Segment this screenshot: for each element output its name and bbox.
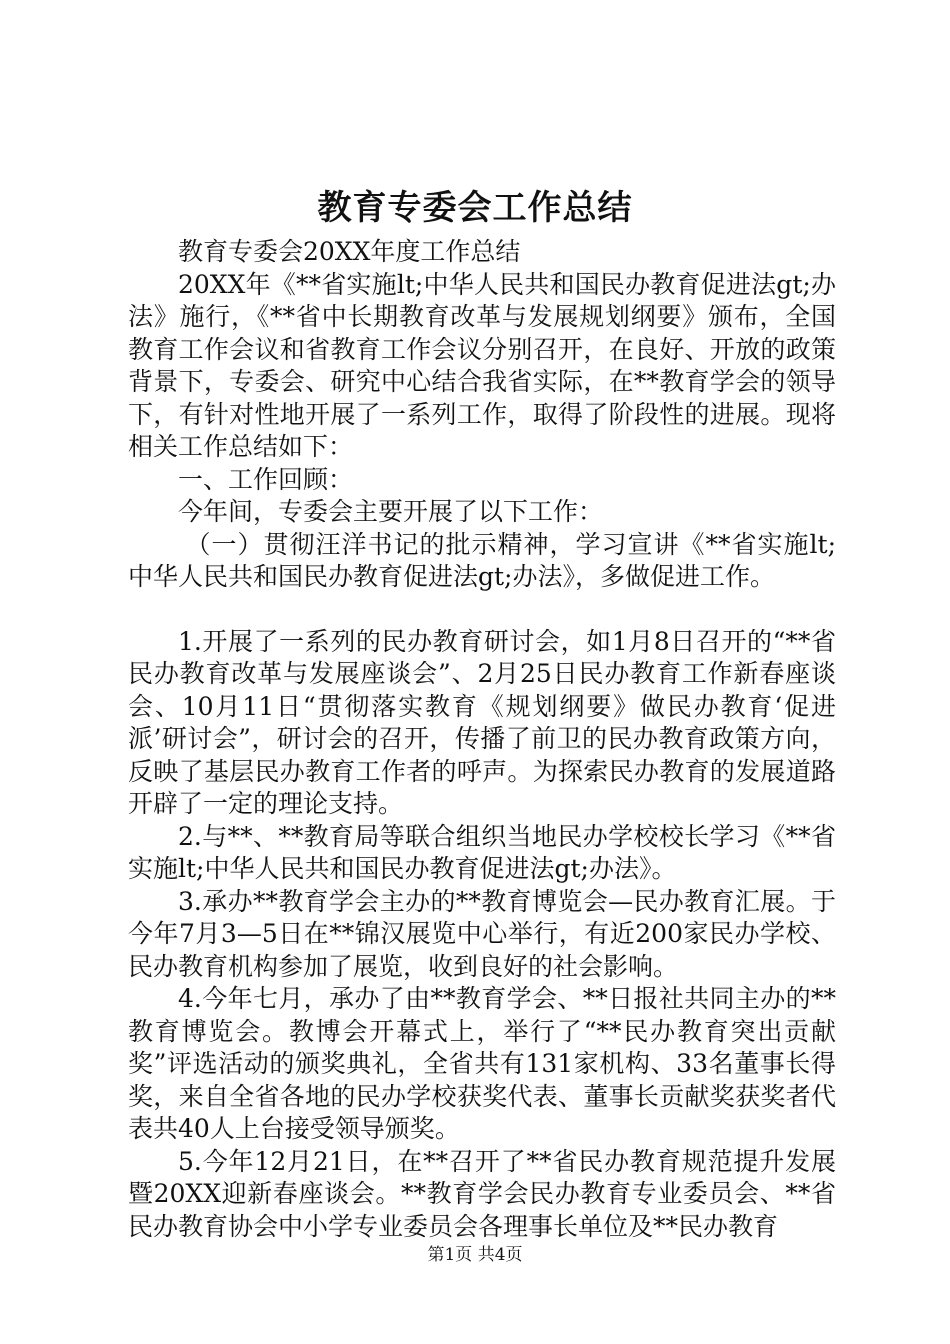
subsection-heading-1: （一）贯彻汪洋书记的批示精神，学习宣讲《**省实施lt;中华人民共和国民办教育促进法gt;办法》，多做促进工作。	[128, 529, 836, 591]
paragraph-work-overview: 今年间，专委会主要开展了以下工作：	[178, 497, 604, 526]
list-item-2: 2.与**、**教育局等联合组织当地民办学校校长学习《**省实施lt;中华人民共和国民办教育促进法gt;办法》。	[128, 821, 836, 883]
document-title: 教育专委会工作总结	[317, 188, 633, 228]
paragraph-intro: 20XX年《**省实施lt;中华人民共和国民办教育促进法gt;办法》施行，《**省中长期教育改革与发展规划纲要》颁布，全国教育工作会议和省教育工作会议分别召开，在良好、开放的政策背景下，专委会、研究中心结合我省实际，在**教育学会的领导下，有针对性地开展了一系列工作，取得了阶段性的进展。现将相关工作总结如下：	[128, 269, 836, 461]
blank-line	[128, 594, 836, 626]
list-item-5: 5.今年12月21日，在**召开了**省民办教育规范提升发展暨20XX迎新春座谈会。**教育学会民办教育专业委员会、**省民办教育协会中小学专业委员会各理事长单位及**民办教育	[128, 1146, 836, 1241]
list-item-1: 1.开展了一系列的民办教育研讨会，如1月8日召开的“**省民办教育改革与发展座谈会”、2月25日民办教育工作新春座谈会、10月11日“贯彻落实教育《规划纲要》做民办教育‘促进派’研讨会”，研讨会的召开，传播了前卫的民办教育政策方向，反映了基层民办教育工作者的呼声。为探索民办教育的发展道路开辟了一定的理论支持。	[128, 626, 836, 818]
list-item-3: 3.承办**教育学会主办的**教育博览会—民办教育汇展。于今年7月3—5日在**锦汉展览中心举行，有近200家民办学校、民办教育机构参加了展览，收到良好的社会影响。	[128, 886, 836, 981]
paragraph-subtitle: 教育专委会20XX年度工作总结	[178, 237, 521, 266]
page-number: 第1页 共4页	[427, 1245, 523, 1265]
section-heading-review: 一、工作回顾：	[178, 464, 354, 494]
list-item-4: 4.今年七月，承办了由**教育学会、**日报社共同主办的**教育博览会。教博会开幕式上，举行了“**民办教育突出贡献奖”评选活动的颁奖典礼，全省共有131家机构、33名董事长得奖，来自全省各地的民办学校获奖代表、董事长贡献奖获奖者代表共40人上台接受领导颁奖。	[128, 984, 836, 1143]
document-body	[128, 236, 836, 1243]
